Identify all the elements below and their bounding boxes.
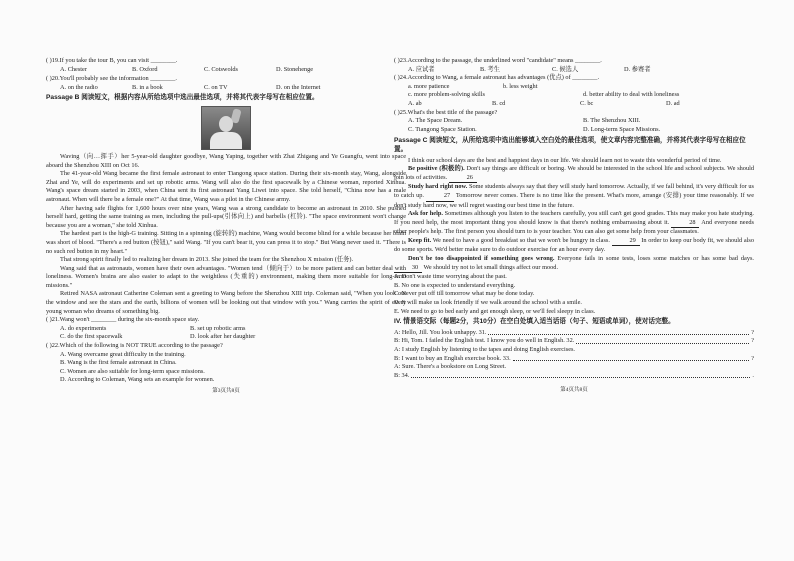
option-c: C. 候选人: [552, 65, 579, 73]
answer-line-34[interactable]: [411, 372, 750, 379]
dialog-end: ?: [751, 354, 754, 362]
passage-instruction: 阅读短文，根据内容从所给选项中选出最佳选项，并将其代表字母写在相应位置。: [81, 94, 319, 102]
option-d: D. on the Internet: [276, 83, 321, 91]
passage-b-heading: [46, 94, 406, 103]
option-a: A. do experiments: [60, 324, 107, 332]
option-a: A. 应试者: [408, 65, 435, 73]
option-c: C. Women are also suitable for long-term space missions.: [60, 367, 205, 375]
answer-blank-29[interactable]: 29: [612, 237, 640, 247]
option-b: B. in a book: [132, 83, 163, 91]
passage-b-paragraph: The 41-year-old Wang became the first female astronaut to enter Tiangong space station. During their six-month stay, Wang, alongside Zhai and Ye, will do experiments and set up robotic arms. Wang will also do the first spacewalk by a Chinese woman, reported Xinhua. Wang's space dream started in 2003, when China sent its first astronaut Yang Liwei into space. She told herself, "China now has a male astronaut. When will there be a female one?" At that time, Wang was a pilot in the Chinese army.: [46, 170, 406, 203]
paragraph-body: Everyone fails in some tests, loses some matches or has some bad days.: [554, 255, 754, 263]
item-b: b. less weight: [503, 82, 538, 90]
question-number: ( )21.: [46, 316, 60, 324]
right-page: [394, 57, 754, 395]
passage-c-heading: [394, 137, 754, 154]
paragraph-tail: And everyone needs other people's help. The first person you should turn to is your teacher. You can also get some help from your classmates.: [394, 218, 754, 236]
item-d: d. better ability to deal with loneliness: [583, 91, 680, 99]
dialog-text: B: 34.: [394, 371, 410, 379]
option-d: D. It will make us look friendly if we walk around the school with a smile.: [394, 299, 582, 307]
answer-blank-28[interactable]: 28: [671, 219, 699, 229]
dialog-text: A: I study English by listening to the tapes and doing English exercises.: [394, 346, 576, 353]
option-b: B. Wang is the first female astronaut in China.: [60, 359, 177, 367]
option-b: B. 考生: [480, 65, 500, 73]
passage-c-paragraph: [394, 255, 754, 273]
option-b: B. The Shenzhou XIII.: [583, 117, 641, 125]
question-number: ( )22.: [46, 342, 60, 350]
question-text: According to Wang, a female astronaut has advantages (优点) of ________.: [407, 74, 600, 82]
question-text: Wang won't ________ during the six-month space stay.: [59, 316, 200, 324]
question-text: If you take the tour B, you can visit ________.: [59, 57, 178, 64]
option-d: D. Long-term Space Missions.: [583, 125, 661, 133]
dialog-line: [394, 329, 754, 338]
option-d: D. Stonehenge: [276, 65, 314, 73]
question-text: You'll probably see the information ________.: [59, 75, 177, 83]
passage-b-paragraph: After having safe flights for 1,600 hours over nine years, Wang was a strong candidate to become an astronaut in 2010. She pushed herself hard, getting the same training as men, including the pull-ups(引体向上) and barbells (杠铃). "The space environment won't change because you are a woman," she told Xinhua.: [46, 204, 406, 229]
dialog: [394, 329, 754, 381]
dialog-line: [394, 337, 754, 346]
paragraph-tail: We should try not to let small things affect our mood.: [422, 263, 559, 271]
question-23: [394, 57, 754, 74]
paragraph-body: Sometimes although you listen to the teachers carefully, you still can't get good grades. This may make you hate studying. If you need help, the most important thing you should know is that there's nothing embarrassing about it.: [394, 210, 754, 226]
passage-c-paragraph: [394, 237, 754, 255]
dialog-text: B: Hi, Tom. I failed the English test. I know you do well in English. 32.: [394, 337, 575, 345]
paragraph-body: Some students always say that they will study hard tomorrow. Actually, if we fall behind, it's very difficult for us to catch up.: [394, 183, 754, 199]
question-text: According to the passage, the underlined word "candidate" means ________.: [407, 57, 602, 64]
passage-b-paragraph: That strong spirit finally led to realizing her dream in 2013. She joined the team for the Shenzhou X mission (任务).: [60, 256, 354, 264]
paragraph-lead: Keep fit.: [408, 236, 432, 244]
option-a: A. Chester: [60, 65, 87, 73]
option-c: C. on TV: [204, 83, 228, 91]
question-text: What's the best title of the passage?: [407, 108, 498, 116]
dialog-line: [394, 372, 754, 381]
item-c: c. more problem-solving skills: [408, 91, 485, 99]
question-19: [46, 57, 406, 74]
option-c: C. Tiangong Space Station.: [408, 125, 477, 133]
passage-c-intro: I think our school days are the best and happiest days in our life. We should learn not to waste this wonderful period of time.: [408, 156, 722, 164]
option-a: A. ab: [408, 99, 422, 107]
answer-blank-30[interactable]: 30: [394, 264, 422, 274]
paragraph-body: We need to have a good breakfast so that we won't be hungry in class.: [431, 236, 610, 244]
passage-c-paragraph: [394, 183, 754, 210]
passage-label: Passage C: [394, 137, 428, 145]
answer-line-33[interactable]: [513, 355, 750, 362]
answer-line-32[interactable]: [576, 337, 749, 344]
item-a: a. more patience: [408, 82, 450, 90]
option-c: C. bc: [580, 99, 594, 107]
page-footer: 第3页共8页: [212, 388, 240, 394]
option-d: D. 参赛者: [624, 65, 651, 73]
option-c: C. Cotswolds: [204, 65, 238, 73]
question-number: ( )19.: [46, 57, 60, 64]
passage-b-paragraph: Retired NASA astronaut Catherine Coleman sent a greeting to Wang before the Shenzhou XIII trip. Coleman said, "When you look out the window and see the stars and the earth, billions of women will be looking out that window with you." Wang carries the spirit of every young woman who dreams of something big.: [46, 290, 406, 315]
question-number: ( )24.: [394, 74, 408, 82]
question-21: [46, 316, 406, 342]
option-a: A. Wang overcame great difficulty in the training.: [60, 350, 186, 358]
paragraph-lead: Don't be too disappointed if something goes wrong.: [408, 255, 555, 263]
question-24: [394, 74, 754, 108]
section-4-heading: IV. 情景语交际（每题2分，共10分）在空白处填入适当话语（句子、短语或单词），使对话完整。: [394, 318, 675, 326]
option-b: B. Oxford: [132, 65, 158, 73]
option-d: D. ad: [666, 99, 680, 107]
dialog-line: [394, 355, 754, 364]
passage-c-paragraph: [394, 210, 754, 237]
paragraph-tail: Tomorrow never comes. There is no time like the present. What's more, arrange (安排) your time reasonably. If we don't study hard now, we will regret wasting our best time in the future.: [394, 191, 754, 209]
question-22: [46, 342, 406, 385]
option-b: B. set up robotic arms: [190, 324, 246, 332]
left-page: [46, 57, 406, 396]
paragraph-lead: Be positive (积极的).: [408, 165, 465, 173]
option-a: A. Don't waste time worrying about the past.: [394, 273, 507, 281]
question-number: ( )25.: [394, 108, 408, 116]
page-footer: 第4页共8页: [560, 387, 588, 394]
dialog-text: A: Sure. There's a bookstore on Long Street.: [394, 363, 507, 371]
passage-label: Passage B: [46, 94, 80, 102]
answer-blank-26[interactable]: 26: [449, 174, 477, 184]
dialog-line: [394, 346, 754, 355]
question-number: ( )20.: [46, 75, 60, 83]
passage-c-options: [394, 273, 754, 316]
dialog-text: B: I want to buy an English exercise book. 33.: [394, 354, 511, 362]
option-d: D. look after her daughter: [190, 333, 256, 341]
option-a: A. on the radio: [60, 83, 98, 91]
question-text: Which of the following is NOT TRUE according to the passage?: [59, 342, 223, 350]
dialog-text: A: Hello, Jill. You look unhappy. 31.: [394, 328, 487, 336]
dialog-end: ?: [751, 337, 754, 345]
paragraph-body: Don't say things are difficult or boring. We should be interested in the school life and school subjects. We should join lots of activities.: [394, 165, 754, 181]
question-25: [394, 109, 754, 135]
option-c: C. Never put off till tomorrow what may be done today.: [394, 290, 535, 298]
passage-b-paragraph: The hardest part is the high-G training. Sitting in a spinning (旋转的) machine, Wang would become blind for a while because her brain was short of blood. "There's a red button (按钮)," said Wang. "If you can't bear it, you can press it to stop." But Wang never used it. "There is no such red button in my heart.": [46, 230, 406, 255]
option-a: A. The Space Dream.: [408, 117, 463, 125]
passage-b-paragraph: Waving（向…挥手）her 5-year-old daughter goodbye, Wang Yaping, together with Zhai Zhigang and Ye Guangfu, went into space aboard the Shenzhou XIII on Oct 16.: [46, 152, 406, 169]
answer-line-31[interactable]: [488, 329, 749, 336]
option-d: D. According to Coleman, Wang sets an example for women.: [60, 376, 215, 384]
dialog-end: ?: [751, 328, 754, 336]
option-b: B. cd: [492, 99, 506, 107]
question-number: ( )23.: [394, 57, 408, 64]
passage-b-paragraph: Wang said that as astronauts, women have their own advantages. "Women tend（倾向于）to be more patient and can better deal with loneliness. Women's brains are also easier to adapt to the weightless (失重的) environment, making them more suitable for long-term missions.": [46, 264, 406, 289]
paragraph-lead: Study hard right now.: [408, 183, 468, 191]
paragraph-lead: Ask for help.: [408, 210, 443, 218]
option-e: E. We need to go to bed early and get enough sleep, or we'll feel sleepy in class.: [394, 307, 596, 315]
astronaut-photo: [201, 106, 251, 150]
passage-instruction: 阅读短文，从所给选项中选出能够填入空白处的最佳选项，使文章内容完整准确，并将其代表字母写在相应位置。: [394, 137, 746, 153]
dialog-line: [394, 363, 754, 372]
option-b: B. No one is expected to understand everything.: [394, 281, 516, 289]
answer-blank-27[interactable]: 27: [426, 192, 454, 202]
paragraph-tail: In order to keep our body fit, we should also do some sports. We'd better make sure to do outdoor exercise for an hour every day.: [394, 236, 754, 254]
dialog-end: .: [752, 371, 754, 379]
option-c: C. do the first spacewalk: [60, 333, 123, 341]
question-20: [46, 75, 406, 92]
passage-c-paragraph: [394, 165, 754, 183]
